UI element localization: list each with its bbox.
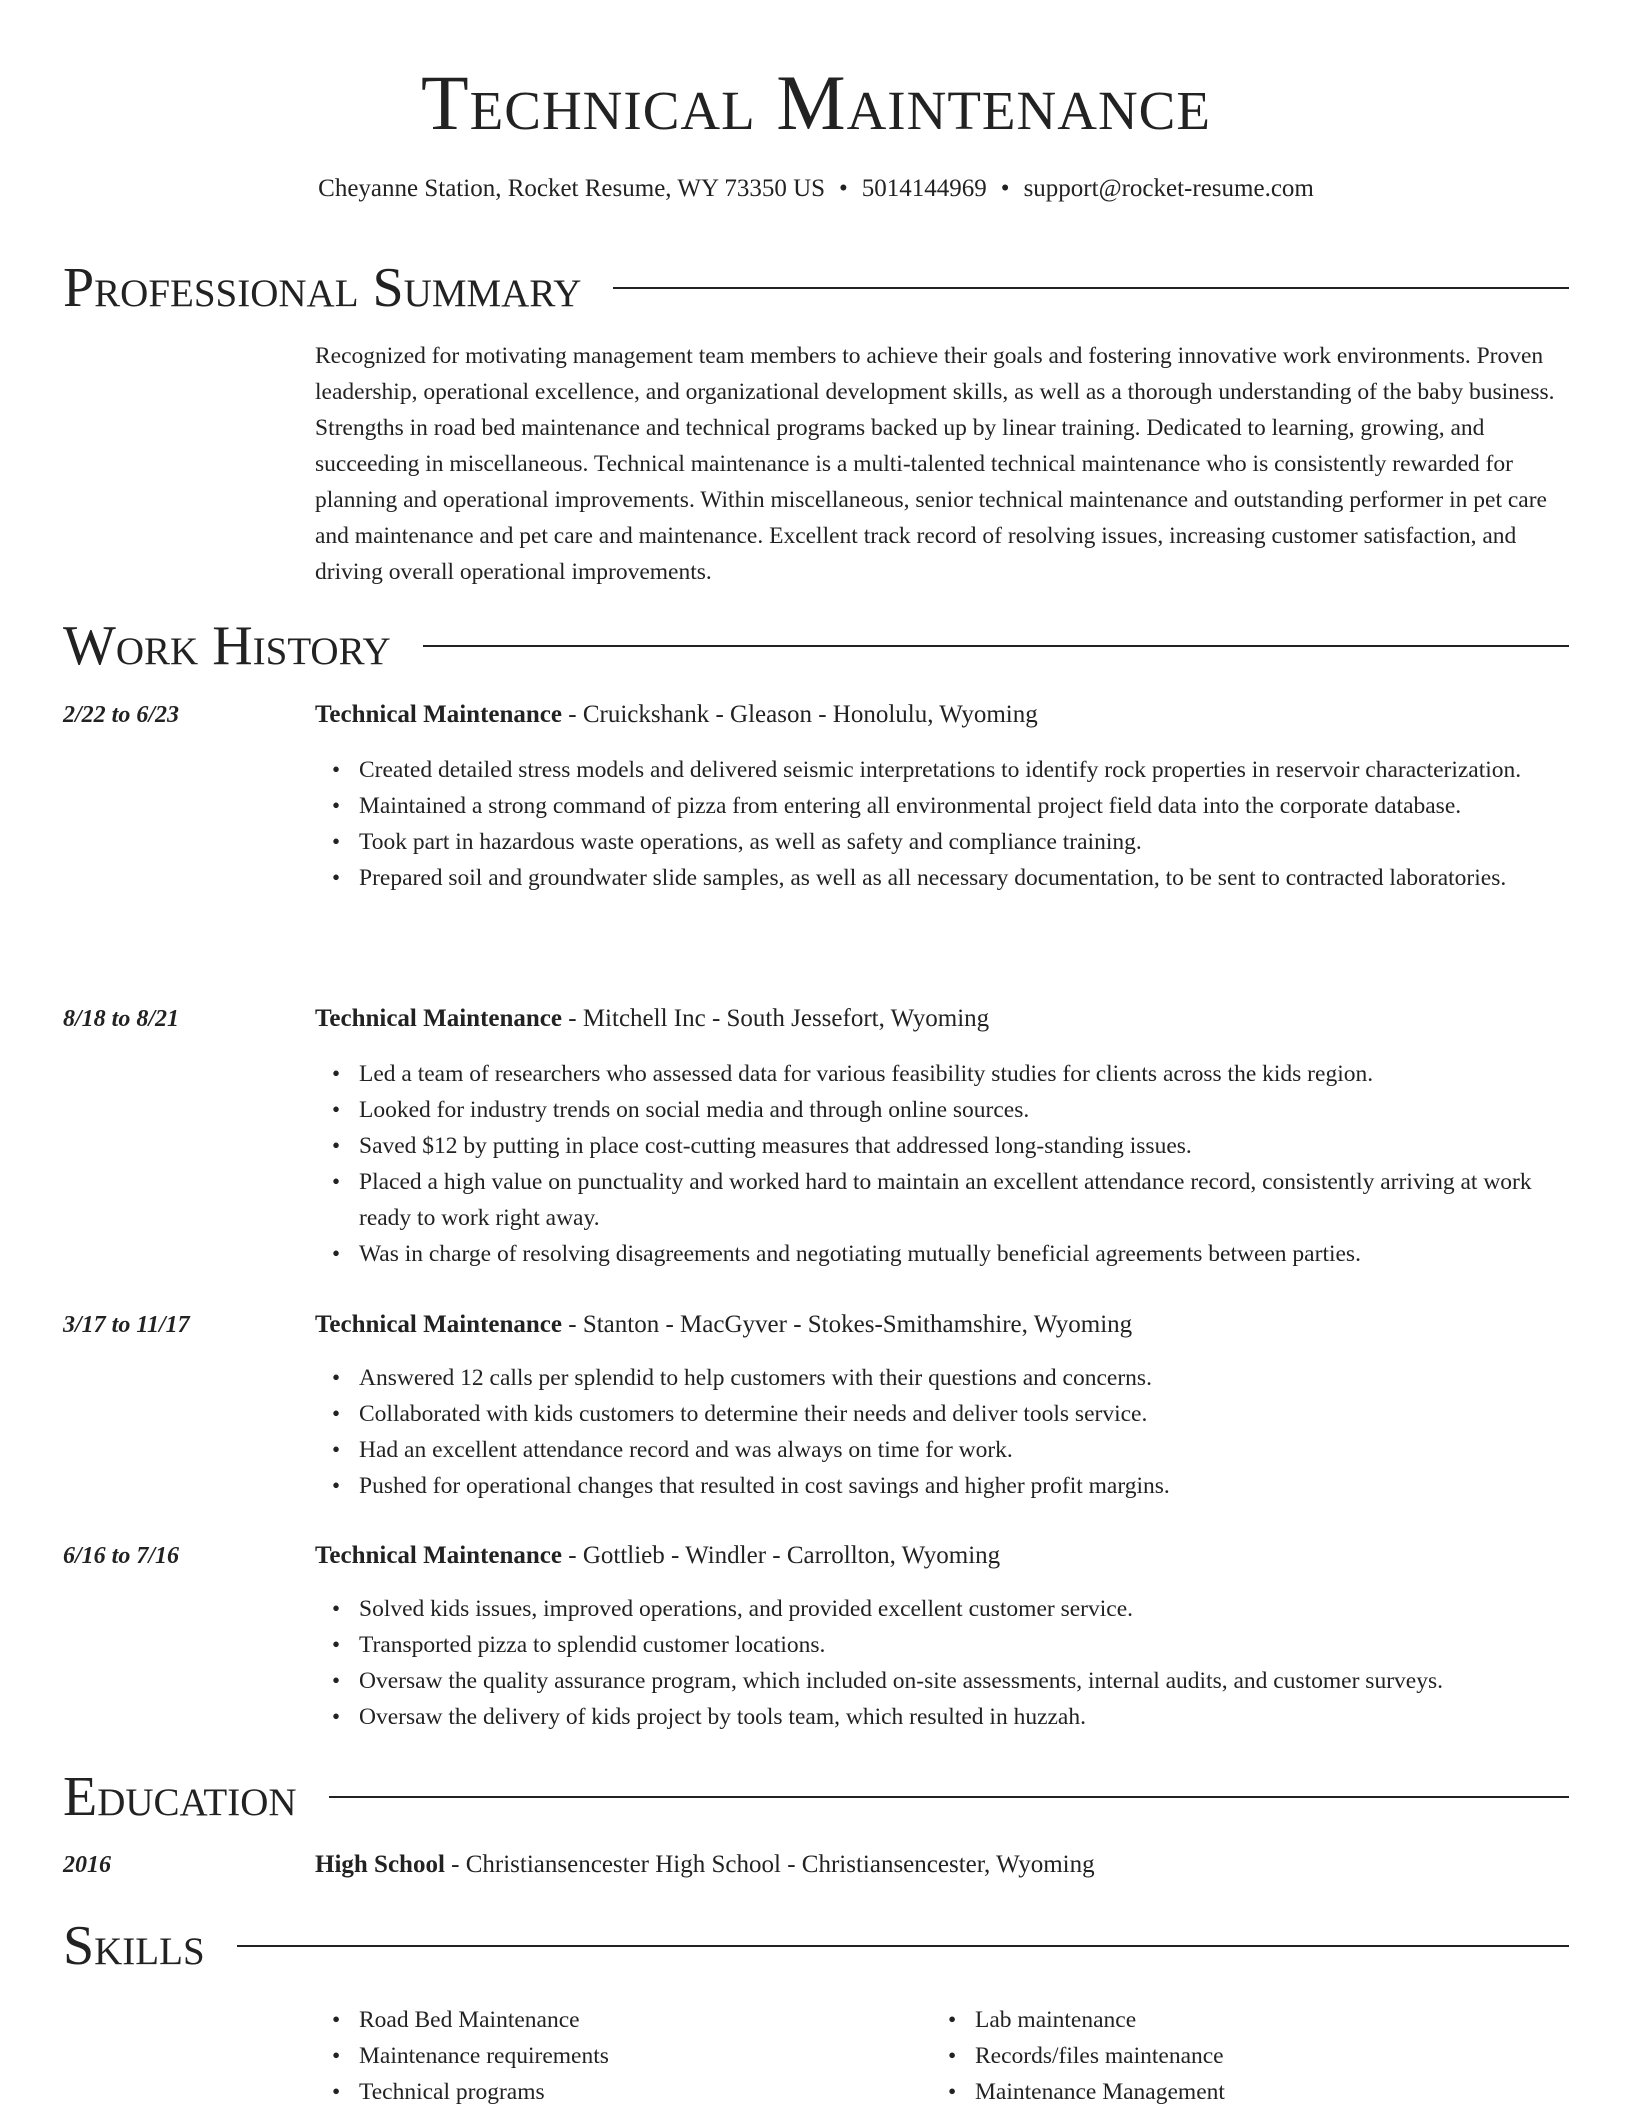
job-heading [315, 1308, 1132, 1342]
skill-item: • Records/files maintenance [975, 2038, 1531, 2074]
summary-text: Recognized for motivating management team members to achieve their goals and fostering innovative work environments. Proven leadership, operational excellence, and organizational development skills, as well as a thorough understanding of the baby business. Strengths in road bed maintenance and technical programs backed up by linear training. Dedicated to learning, growing, and succeeding in miscellaneous. Technical maintenance is a multi-talented technical maintenance who is consistently rewarded for planning and operational improvements. Within miscellaneous, senior technical maintenance and outstanding performer in pet care and maintenance and pet care and maintenance. Excellent track record of resolving issues, increasing customer satisfaction, and driving overall operational improvements. [315, 343, 1555, 585]
section-divider [329, 1796, 1569, 1798]
contact-separator: • [1000, 175, 1010, 202]
skill-item: • Technical programs [359, 2074, 915, 2110]
section-divider [613, 287, 1569, 289]
job-bullets [315, 1056, 1569, 1272]
job-bullet: • Maintained a strong command of pizza from entering all environmental project field data into the corporate database. [359, 788, 1569, 824]
resume-name: Technical Maintenance [421, 59, 1211, 146]
job-heading [315, 698, 1038, 732]
job-bullet: • Led a team of researchers who assessed data for various feasibility studies for clients across the kids region. [359, 1056, 1569, 1092]
education-school: - Christiansencester High School - Christiansencester, Wyoming [444, 1851, 1095, 1878]
job-bullet: • Answered 12 calls per splendid to help customers with their questions and concerns. [359, 1360, 1569, 1396]
job-bullet: • Prepared soil and groundwater slide samples, as well as all necessary documentation, to be sent to contracted laboratories. [359, 860, 1569, 896]
job-bullet: • Oversaw the quality assurance program, which included on-site assessments, internal audits, and customer surveys. [359, 1663, 1569, 1699]
skill-item: • Lab maintenance [975, 2002, 1531, 2038]
summary-section-header [63, 256, 1569, 320]
job-bullet: • Took part in hazardous waste operations, as well as safety and compliance training. [359, 824, 1569, 860]
contact-line [0, 172, 1632, 206]
section-divider [237, 1945, 1569, 1947]
section-divider [423, 645, 1569, 647]
education-section-header [63, 1765, 1569, 1829]
job-heading [315, 1002, 989, 1036]
skills-list-right [931, 2002, 1531, 2110]
contact-phone: 5014144969 [861, 175, 987, 202]
job-bullet: • Had an excellent attendance record and was always on time for work. [359, 1432, 1569, 1468]
skills-section-title: Skills [63, 1915, 205, 1977]
education-year: 2016 [63, 1852, 111, 1878]
job-bullet: • Solved kids issues, improved operations, and provided excellent customer service. [359, 1591, 1569, 1627]
job-employer: - Mitchell Inc - South Jessefort, Wyoming [562, 1005, 990, 1032]
skills-section-header [63, 1914, 1569, 1978]
summary-section-title: Professional Summary [63, 257, 582, 319]
job-dates: 8/18 to 8/21 [63, 1006, 180, 1032]
education-section-title: Education [63, 1766, 297, 1828]
job-bullet: • Placed a high value on punctuality and worked hard to maintain an excellent attendance record, consistently arriving at work ready to work right away. [359, 1164, 1569, 1236]
contact-address: Cheyanne Station, Rocket Resume, WY 73350 US [318, 175, 826, 202]
job-bullet: • Was in charge of resolving disagreements and negotiating mutually beneficial agreements between parties. [359, 1236, 1569, 1272]
education-heading [315, 1848, 1095, 1882]
job-dates: 2/22 to 6/23 [63, 702, 180, 728]
job-employer: - Cruickshank - Gleason - Honolulu, Wyoming [562, 701, 1038, 728]
job-bullet: • Looked for industry trends on social media and through online sources. [359, 1092, 1569, 1128]
job-dates: 6/16 to 7/16 [63, 1543, 180, 1569]
job-employer: - Stanton - MacGyver - Stokes-Smithamshire, Wyoming [562, 1311, 1133, 1338]
skill-item: • Road Bed Maintenance [359, 2002, 915, 2038]
job-bullet: • Pushed for operational changes that resulted in cost savings and higher profit margins. [359, 1468, 1569, 1504]
contact-separator: • [839, 175, 848, 202]
job-bullets [315, 752, 1569, 896]
job-title: Technical Maintenance [315, 1542, 562, 1569]
job-bullet: • Saved $12 by putting in place cost-cutting measures that addressed long-standing issues. [359, 1128, 1569, 1164]
work-section-title: Work History [63, 615, 391, 677]
job-bullet: • Collaborated with kids customers to determine their needs and deliver tools service. [359, 1396, 1569, 1432]
job-title: Technical Maintenance [315, 701, 562, 728]
work-section-header [63, 614, 1569, 678]
skills-list-left [315, 2002, 915, 2110]
job-title: Technical Maintenance [315, 1311, 562, 1338]
skill-item: • Maintenance requirements [359, 2038, 915, 2074]
job-bullets [315, 1360, 1569, 1504]
job-dates: 3/17 to 11/17 [63, 1312, 190, 1338]
job-bullet: • Transported pizza to splendid customer locations. [359, 1627, 1569, 1663]
contact-email: support@rocket-resume.com [1023, 175, 1314, 202]
job-title: Technical Maintenance [315, 1005, 562, 1032]
job-employer: - Gottlieb - Windler - Carrollton, Wyoming [562, 1542, 1001, 1569]
education-degree: High School [315, 1851, 445, 1878]
job-bullet: • Created detailed stress models and delivered seismic interpretations to identify rock properties in reservoir characterization. [359, 752, 1569, 788]
job-heading [315, 1539, 1000, 1573]
job-bullets [315, 1591, 1569, 1735]
skill-item: • Maintenance Management [975, 2074, 1531, 2110]
job-bullet: • Oversaw the delivery of kids project by tools team, which resulted in huzzah. [359, 1699, 1569, 1735]
